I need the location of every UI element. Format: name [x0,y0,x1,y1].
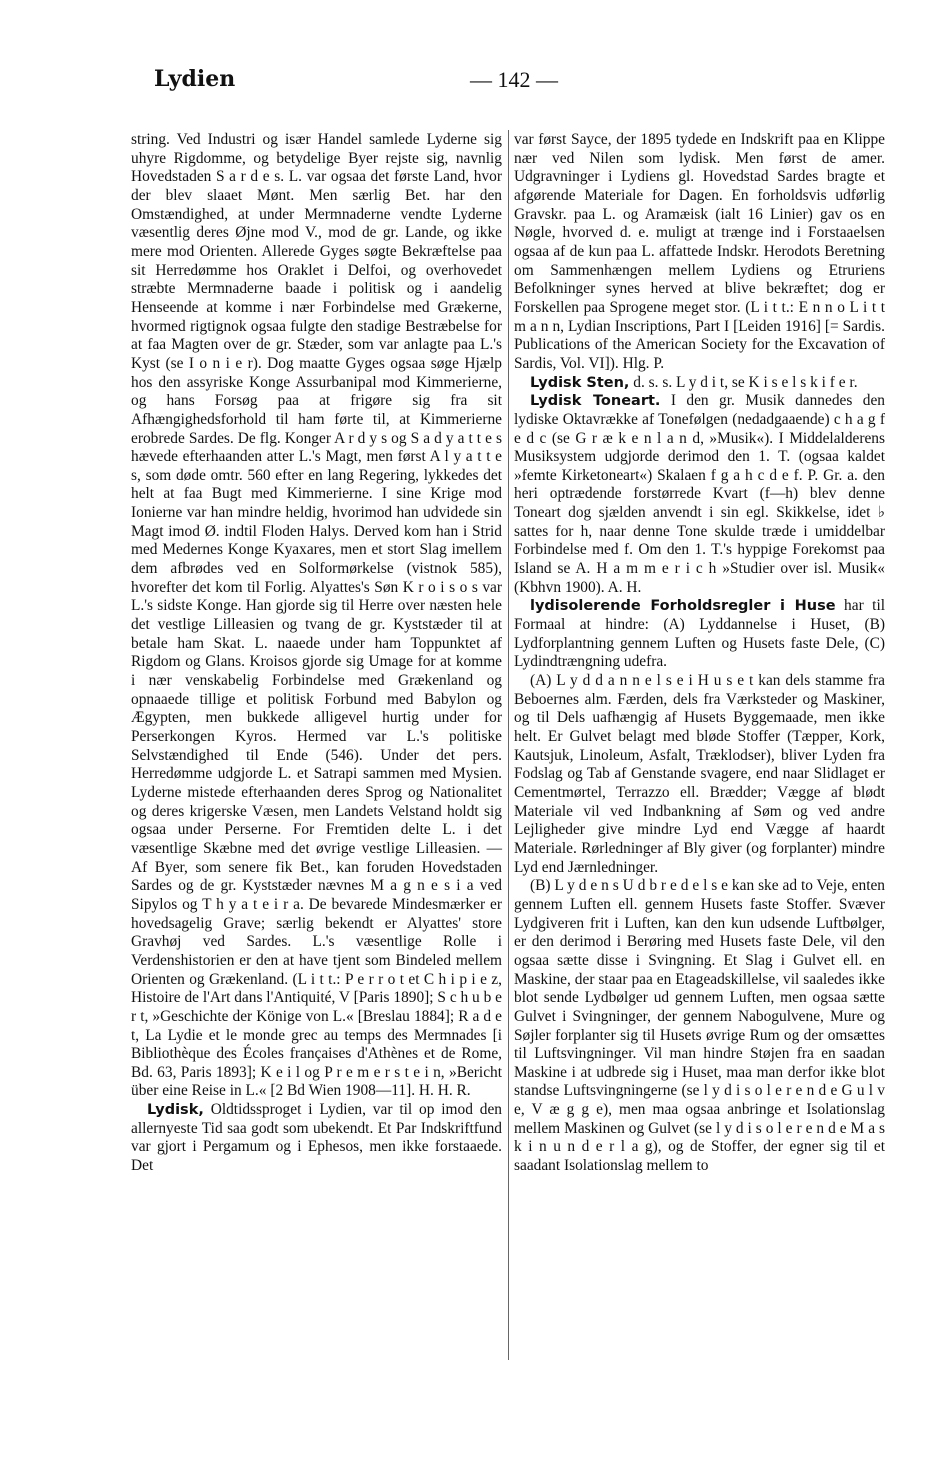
paragraph-a: (A) L y d d a n n e l s e i H u s e t kan dels stamme fra Beboernes alm. Færden, dels fra Værksteder og Maskiner, og til Dels uafhængig af Husets Byggemaade, men ikke helt. Er Gulvet belagt med bløde Stoffer (Tæpper, Kork, Kautsjuk, Linoleum, Asfalt, Træklodser), bliver Lyden fra Fodslag og Tab af Genstande svagere, end naar Slidlaget er Cementmørtel, Terrazzo ell. Brædder; Vægge af blødt Materiale vil ved Indbankning af Søm og ved andre Lejligheder give mindre Lyd end Vægge af haardt Materiale. Rørledninger af Bly giver (og forplanter) mindre Lyd end Jærnledninger. [514,672,885,876]
entry-lydisk-sten [514,374,885,393]
entry-lydisk [131,1101,502,1176]
entry-lydien-text: string. Ved Industri og især Handel samlede Lyderne sig uhyre Rigdomme, og betydelige Byer rejste sig, navnlig Hovedstaden S a r d e s. L. var ogsaa det første Land, hvor der blev slaaet Mønt. Men særlig Bet. har den Omstændighed, at under Mermnaderne vendte Lyderne væsentlig deres Øjne mod V., mod de gr. Lande, og ikke mere mod Orienten. Allerede Gyges søgte Bekræftelse paa sit Herredømme hos Oraklet i Delfoi, og overhovedet stræbte Mermnaderne baade i politisk og i aandelig Henseende at komme i nær Forbindelse med Grækerne, hvormed rigtignok ogsaa fulgte den stadige Bestræbelse for at faa Magten over de gr. Stæder, som var anlagte paa L.'s Kyst (se I o n i e r). Dog maatte Gyges ogsaa søge Hjælp hos den assyriske Konge Assurbanipal mod Kimmerierne, og hans Forsøg paa at frigøre sig fra sit Afhængighedsforhold til ham førte til, at Kimmerierne erobrede Sardes. De flg. Konger A r d y s og S a d y a t t e s hævede efterhaanden atter L.'s Magt, men først A l y a t t e s, som døde omtr. 560 efter en lang Regering, lykkedes det helt at faa Bugt med Kimmerierne. I sine Krige mod Ionierne var han mindre heldig, hvorimod han udvidede sin Magt imod Ø. indtil Floden Halys. Derved kom han i Strid med Medernes Konge Kyaxares, men et stort Slag imellem dem afbrødes ved en Solformørkelse (vistnok 585), hvorefter det kom til Forlig. Alyattes's Søn K r o i s o s var L.'s sidste Konge. Han gjorde sig til Herre over næsten hele det vestlige Lilleasien og tvang de gr. Kyststæder til at betale ham Skat. L. naaede under ham Toppunktet af Rigdom og Glans. Kroisos gjorde sig Umage for at komme i nær venskabelig Forbindelse med Grækenland og opnaaede tillige et politisk Forbund med Babylon og Ægypten, men bukkede alligevel hurtig under for Perserkongen Kyros. Hermed var L.'s politiske Selvstændighed til Ende (546). Under det pers. Herredømme udgjorde L. et Satrapi sammen med Mysien. Lyderne mistede efterhaanden deres Sprog og Nationalitet og deres krigerske Væsen, men Landets Velstand holdt sig ogsaa under Perserne. For Fremtiden delte L. i det væsentlige Skæbne med det øvrige vestlige Lilleasien. — Af Byer, som senere fik Bet., kan foruden Hovedstaden Sardes og de gr. Kyststæder nævnes M a g n e s i a ved Sipylos og T h y a t e i r a. De bevarede Mindesmærker er hovedsagelig Grave; særlig bekendt er Alyattes' store Gravhøj ved Sardes. L.'s væsentlige Rolle i Verdenshistorien er den at have tjent som Bindeled mellem Orienten og Grækenland. (L i t t.: P e r r o t et C h i p i e z, Histoire de l'Art dans l'Antiquité, V [Paris 1890]; S c h u b e r t, »Geschichte der Könige von L.« [Breslau 1884]; R a d e t, La Lydie et le monde grec au temps des Mermnades [i Bibliothèque des Écoles françaises d'Athènes et de Rome, Bd. 63, Paris 1893]; K e i l og P r e m e r s t e i n, »Bericht über eine Reise in L.« [2 Bd Wien 1908—11]. H. H. R. [131,131,502,1100]
entry-lydisk-sten-text: d. s. s. L y d i t, se K i s e l s k i f e r. [629,373,858,391]
running-head [154,66,866,100]
headword-lydisk-toneart: Lydisk Toneart. [530,393,661,410]
headword-lydisk-sten: Lydisk Sten, [530,374,630,391]
page-number: — 142 — [470,67,558,92]
entry-lydisolerende [514,597,885,672]
headword-lydisk: Lydisk, [147,1102,204,1119]
entry-lydisk-text: Oldtidssproget i Lydien, var til op imod den allernyeste Tid saa godt som ubekendt. Et Par Indskriftfund var gjort i Pergamum og i Ephesos, men ikke forstaaede. Det [131,1101,502,1175]
column-divider [508,130,509,1360]
entry-lydisk-toneart [514,392,885,597]
entry-lydisolerende-text: har til Formaal at hindre: (A) Lyddannelse i Huset, (B) Lydforplantning gennem Luften og Husets faste Dele, (C) Lydindtrængning udefra. [514,597,885,671]
paragraph-b: (B) L y d e n s U d b r e d e l s e kan ske ad to Veje, enten gennem Luften ell. gennem Husets faste Stoffer. Svæver Lydgiveren frit i Luften, kan den kun udsende Luftbølger, er den derimod i Berøring med Husets faste Dele, vil den ogsaa sætte disse i Svingning. Et Slag i Gulvet ell. en Maskine, der staar paa en Etageadskillelse, vil saaledes ikke blot sende Lydbølger ud gennem Luften, men ogsaa sætte Gulvet i Svingninger, der gennem Nabogulvene, Mure og Søjler forplanter sig til Husets øvrige Rum og der omsættes til Luftsvingninger. Vil man hindre Støjen fra en saadan Maskine i at udbrede sig i Huset, maa man derfor ikke blot standse Luftsvingningerne (se l y d i s o l e r e n d e G u l v e, V æ g g e), men maa ogsaa anbringe et Isolationslag mellem Maskinen og Gulvet (se l y d i s o l e r e n d e M a s k i n u n d e r l a g), og de Stoffer, der egner sig til et saadant Isolationslag mellem to [514,877,885,1175]
entry-lydisk-continued: var først Sayce, der 1895 tydede en Indskrift paa en Klippe nær ved Nilen som lydisk. Men først de amer. Udgravninger i Lydiens gl. Hovedstad Sardes bragte et afgørende Materiale for Dagen. En forholdsvis udførlig Gravskr. paa L. og Aramæisk (ialt 16 Linier) gav os en Nøgle, hvorved d. e. muligt at trænge ind i Forstaaelsen ogsaa af de kun paa L. affattede Indskr. Herodots Beretning om Sammenhængen mellem Lydiens og Etruriens Befolkninger synes herved at blive bekræftet; dog er Forskellen paa Sprogene meget stor. (L i t t.: E n n o L i t t m a n n, Lydian Inscriptions, Part I [Leiden 1916] [= Sardis. Publications of the American Society for the Excavation of Sardis, Vol. VI]). Hlg. P. [514,131,885,372]
left-column [131,131,502,1176]
page-title: Lydien [154,66,236,92]
entry-lydisk-toneart-text: I den gr. Musik dannedes den lydiske Oktavrække af Tonefølgen (nedadgaaende) c h a g f e d c (se G r æ k e n l a n d, »Musik«). I Middelalderens Musiksystem udgjorde derimod den 1. T. (ogsaa kaldet »femte Kirketoneart«) Skalaen f g a h c d e f. P. Gr. a. den heri optrædende forstørrede Kvart (f—h) blev denne Toneart dog sjælden anvendt i sin egl. Skikkelse, idet ♭ sattes for h, naar denne Tone skulde træde i umiddelbar Forbindelse med f. Om den 1. T.'s hyppige Forekomst paa Island se A. H a m m e r i c h »Studier over isl. Musik« (Kbhvn 1900). A. H. [514,392,885,596]
headword-lydisolerende: lydisolerende Forholdsregler i Huse [530,598,836,615]
right-column [514,131,885,1176]
